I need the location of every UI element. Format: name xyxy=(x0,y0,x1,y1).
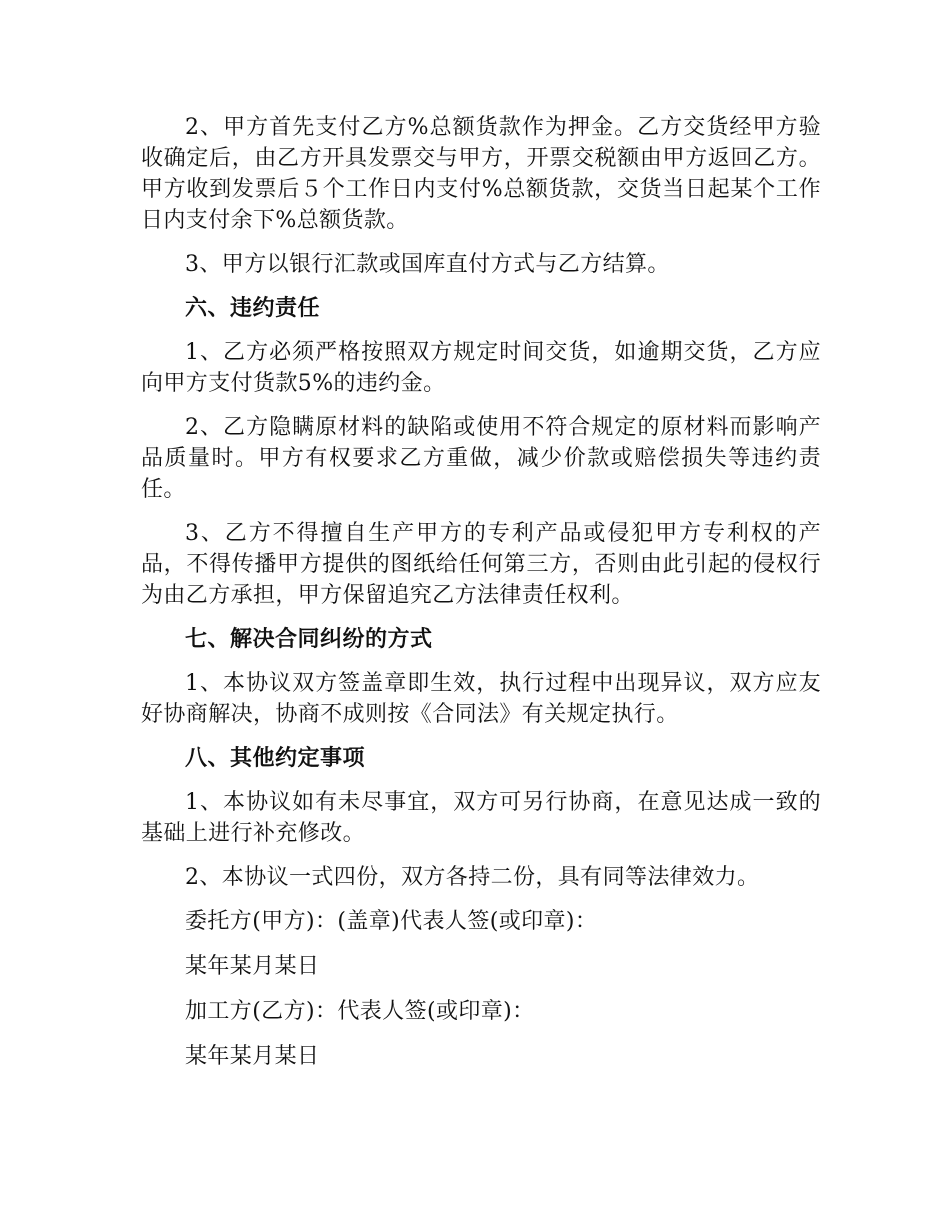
clause-5-2: 2、甲方首先支付乙方%总额货款作为押金。乙方交货经甲方验收确定后，由乙方开具发票交与甲方，开票交税额由甲方返回乙方。甲方收到发票后５个工作日内支付%总额货款，交货当日起某个工作日内支付余下%总额货款。 xyxy=(141,115,821,233)
clause-8-2: 2、本协议一式四份，双方各持二份，具有同等法律效力。 xyxy=(185,865,760,890)
clause-7-1: 1、本协议双方签盖章即生效，执行过程中出现异议，双方应友好协商解决，协商不成则按《合同法》有关规定执行。 xyxy=(141,671,821,727)
clause-6-1: 1、乙方必须严格按照双方规定时间交货，如逾期交货，乙方应向甲方支付货款5%的违约金。 xyxy=(141,340,821,396)
clause-6-2: 2、乙方隐瞒原材料的缺陷或使用不符合规定的原材料而影响产品质量时。甲方有权要求乙方重做，减少价款或赔偿损失等违约责任。 xyxy=(141,415,821,502)
document-body xyxy=(141,112,821,1086)
signature-party-b-date: 某年某月某日 xyxy=(185,1044,320,1069)
clause-6-3: 3、乙方不得擅自生产甲方的专利产品或侵犯甲方专利权的产品，不得传播甲方提供的图纸给任何第三方，否则由此引起的侵权行为由乙方承担，甲方保留追究乙方法律责任权利。 xyxy=(141,521,821,608)
signature-party-a: 委托方(甲方)：(盖章)代表人签(或印章)： xyxy=(185,909,598,934)
section-heading-breach-liability: 六、违约责任 xyxy=(185,296,321,321)
clause-8-1: 1、本协议如有未尽事宜，双方可另行协商，在意见达成一致的基础上进行补充修改。 xyxy=(141,790,821,846)
clause-5-3: 3、甲方以银行汇款或国库直付方式与乙方结算。 xyxy=(185,252,670,277)
signature-party-a-date: 某年某月某日 xyxy=(185,954,320,979)
section-heading-dispute-resolution: 七、解决合同纠纷的方式 xyxy=(185,627,433,652)
signature-party-b: 加工方(乙方)：代表人签(或印章)： xyxy=(185,999,535,1024)
section-heading-other-terms: 八、其他约定事项 xyxy=(185,746,366,771)
